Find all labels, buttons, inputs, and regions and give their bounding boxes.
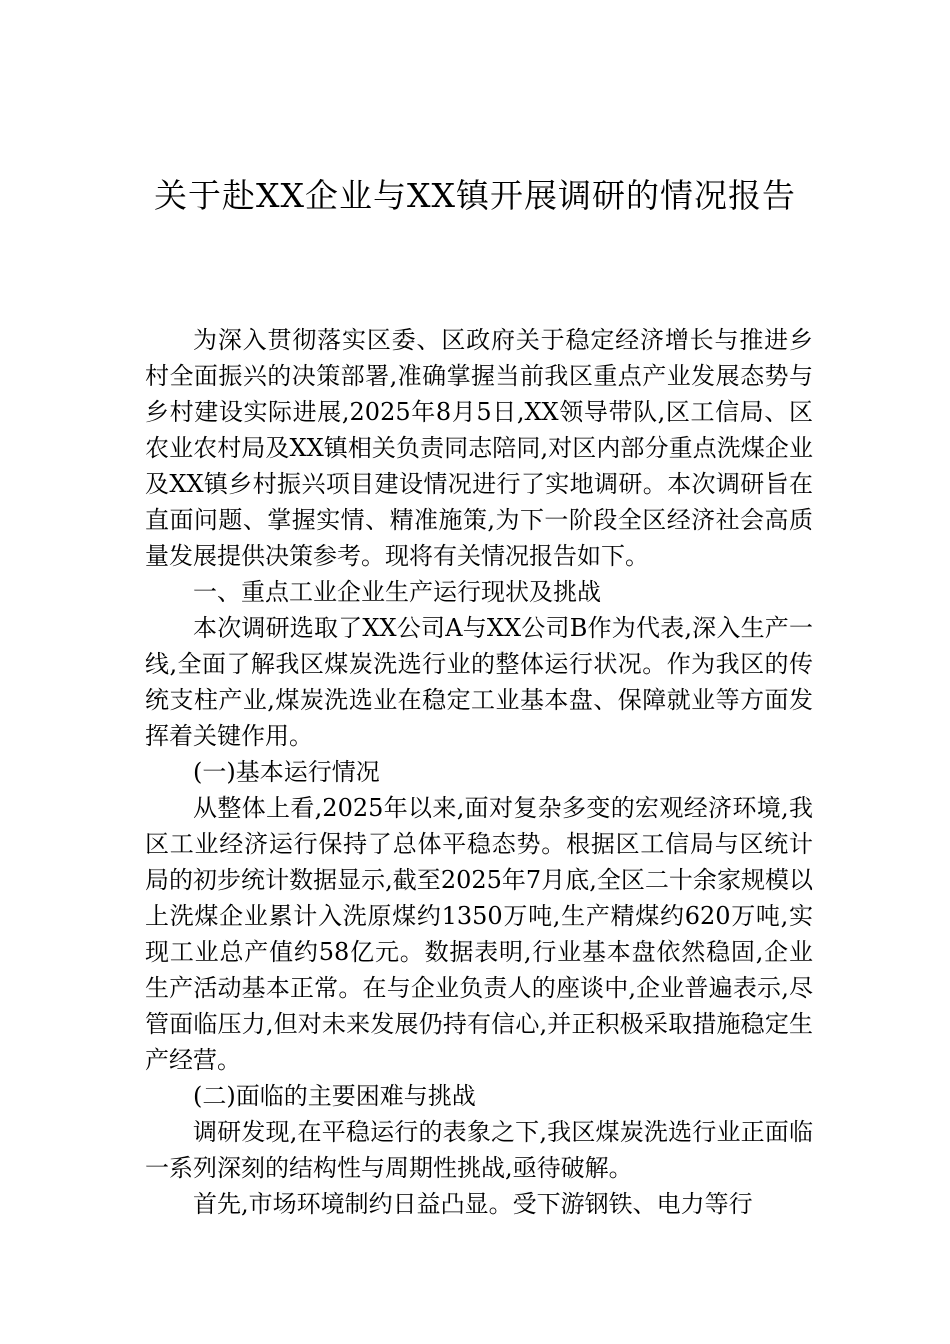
paragraph-challenges-intro: 调研发现,在平稳运行的表象之下,我区煤炭洗选行业正面临一系列深刻的结构性与周期性挑战,亟待破解。 — [145, 1118, 813, 1182]
paragraph-market-environment: 首先,市场环境制约日益凸显。受下游钢铁、电力等行 — [193, 1190, 753, 1218]
paragraph-intro: 为深入贯彻落实区委、区政府关于稳定经济增长与推进乡村全面振兴的决策部署,准确掌握当前我区重点产业发展态势与乡村建设实际进展,2025年8月5日,XX领导带队,区工信局、区农业农村局及XX镇相关负责同志陪同,对区内部分重点洗煤企业及XX镇乡村振兴项目建设情况进行了实地调研。本次调研旨在直面问题、掌握实情、精准施策,为下一阶段全区经济社会高质量发展提供决策参考。现将有关情况报告如下。 — [145, 326, 813, 570]
paragraph-section-1: 本次调研选取了XX公司A与XX公司B作为代表,深入生产一线,全面了解我区煤炭洗选行业的整体运行状况。作为我区的传统支柱产业,煤炭洗选业在稳定工业基本盘、保障就业等方面发挥着关键作用。 — [145, 614, 813, 750]
section-heading-1: 一、重点工业企业生产运行现状及挑战 — [193, 578, 601, 606]
subsection-heading-2: (二)面临的主要困难与挑战 — [193, 1082, 476, 1110]
document-body — [145, 322, 813, 1222]
subsection-heading-1: (一)基本运行情况 — [193, 758, 380, 786]
paragraph-basic-operation: 从整体上看,2025年以来,面对复杂多变的宏观经济环境,我区工业经济运行保持了总体平稳态势。根据区工信局与区统计局的初步统计数据显示,截至2025年7月底,全区二十余家规模以上洗煤企业累计入洗原煤约1350万吨,生产精煤约620万吨,实现工业总产值约58亿元。数据表明,行业基本盘依然稳固,企业生产活动基本正常。在与企业负责人的座谈中,企业普遍表示,尽管面临压力,但对未来发展仍持有信心,并正积极采取措施稳定生产经营。 — [145, 794, 813, 1074]
document-title: 关于赴XX企业与XX镇开展调研的情况报告 — [154, 176, 796, 215]
